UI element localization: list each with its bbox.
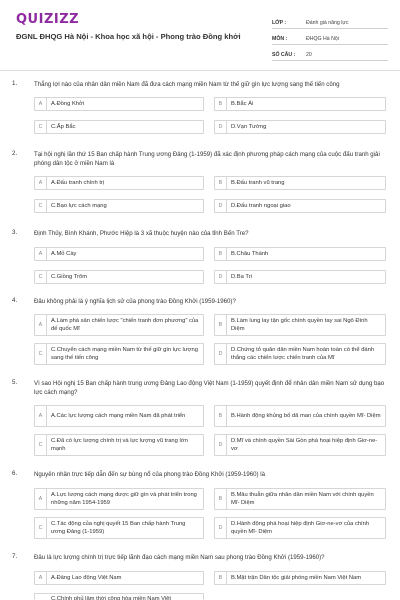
option-letter: C (35, 518, 47, 538)
option-d[interactable] (214, 199, 386, 213)
option-text: B.Làm lung lay tận gốc chính quyền tay sai Ngô Đình Diệm (231, 318, 368, 332)
question-text: Vì sao Hội nghị 15 Ban chấp hành trung ương Đảng Lao động Việt Nam (1-1959) quyết định để nhân dân miền Nam sử dụng bạo lực cách mạng? (34, 380, 385, 396)
option-letter: D (215, 271, 227, 283)
meta-row-subject (272, 29, 388, 45)
option-letter: D (215, 344, 227, 364)
option-c[interactable] (34, 199, 204, 213)
option-letter: A (35, 489, 47, 509)
meta-key: SỐ CÂU : (272, 52, 296, 58)
option-letter: A (35, 572, 47, 584)
option-text: A.Đồng Khởi (51, 101, 85, 107)
option-text: C.Đã có lực lượng chính trị và lực lượng vũ trang lớn mạnh (51, 438, 188, 452)
option-text: C.Chuyển cách mạng miền Nam từ thế giữ gìn lực lượng sang thế tiến công (51, 347, 198, 361)
meta-row-count (272, 45, 388, 61)
option-letter: C (35, 435, 47, 455)
question-number: 6. (12, 470, 18, 477)
question-text: Tại hội nghị lần thứ 15 Ban chấp hành Trung ương Đảng (1-1959) đã xác định phương pháp cách mạng của cuộc đấu tranh giải phóng dân tộc ở miền Nam là (34, 151, 380, 167)
option-letter: D (215, 435, 227, 455)
meta-row-class (272, 13, 388, 29)
option-letter: D (215, 200, 227, 212)
question-1 (0, 80, 400, 138)
meta-table (272, 13, 388, 61)
option-text: C.Ấp Bắc (51, 124, 76, 130)
option-text: D.Mĩ và chính quyền Sài Gòn phá hoại hiệp định Giơ-ne-vơ (231, 438, 378, 452)
meta-value: 20 (306, 52, 312, 58)
option-text: D.Ba Tri (231, 274, 252, 280)
page-title: ĐGNL ĐHQG Hà Nội - Khoa học xã hội - Phong trào Đồng khởi (16, 32, 241, 41)
option-b[interactable] (214, 571, 386, 585)
meta-key: MÔN : (272, 36, 288, 42)
option-a[interactable] (34, 247, 204, 261)
option-letter: A (35, 177, 47, 189)
option-letter: B (215, 489, 227, 509)
option-d[interactable] (214, 434, 386, 456)
option-text: B.Đấu tranh vũ trang (231, 180, 285, 186)
option-text: C.Giồng Trôm (51, 274, 88, 280)
question-number: 3. (12, 229, 18, 236)
question-4 (0, 297, 400, 369)
question-number: 7. (12, 553, 18, 560)
option-c[interactable] (34, 270, 204, 284)
option-b[interactable] (214, 247, 386, 261)
question-text: Nguyên nhân trực tiếp dẫn đến sự bùng nổ của phong trào Đồng Khởi (1959-1960) là (34, 471, 266, 478)
meta-value: Đánh giá năng lực (306, 20, 349, 26)
option-letter: C (35, 200, 47, 212)
option-text: D.Vạn Tường (231, 124, 267, 130)
question-text: Đâu là lực lượng chính trị trực tiếp lãnh đạo cách mạng miền Nam sau phong trào Đồng Khởi (1959-1960)? (34, 554, 325, 561)
option-text: C.Chính phủ lâm thời cộng hòa miền Nam Việt (51, 596, 172, 600)
option-letter: A (35, 315, 47, 335)
question-text: Định Thủy, Bình Khánh, Phước Hiệp là 3 xã thuộc huyện nào của tỉnh Bến Tre? (34, 230, 249, 237)
header-divider (0, 70, 400, 71)
option-b[interactable] (214, 405, 386, 427)
option-c[interactable] (34, 343, 204, 365)
option-letter: C (35, 271, 47, 283)
option-letter: A (35, 98, 47, 110)
option-letter: B (215, 572, 227, 584)
worksheet-header (0, 0, 400, 62)
option-c[interactable] (34, 517, 204, 539)
option-text: D.Chứng tỏ quân dân miền Nam hoàn toàn có thể đánh thắng các chiến lược chiến tranh của Mĩ (231, 347, 375, 361)
option-text: A.Làm phá sản chiến lược "chiến tranh đơn phương" của đế quốc Mĩ (51, 318, 199, 332)
option-d[interactable] (214, 120, 386, 134)
quizizz-logo: QUIZIZZ (16, 12, 80, 27)
question-5 (0, 379, 400, 459)
question-2 (0, 150, 400, 220)
option-c[interactable] (34, 593, 204, 600)
option-text: A.Mỏ Cày (51, 251, 77, 257)
question-number: 5. (12, 379, 18, 386)
option-text: A.Các lực lượng cách mạng miền Nam đã phát triển (51, 413, 186, 419)
question-text: Đâu không phải là ý nghĩa lịch sử của phong trào Đồng Khởi (1959-1960)? (34, 298, 236, 305)
option-text: B.Châu Thành (231, 251, 269, 257)
option-letter: B (215, 177, 227, 189)
option-b[interactable] (214, 97, 386, 111)
option-text: B.Hành động khủng bố dã man của chính quyền Mĩ- Diệm (231, 413, 381, 419)
meta-value: ĐHQG Hà Nội (306, 36, 339, 42)
option-text: C.Bạo lực cách mạng (51, 203, 107, 209)
option-b[interactable] (214, 488, 386, 510)
option-a[interactable] (34, 176, 204, 190)
option-letter: B (215, 406, 227, 426)
option-text: D.Hành động phá hoại hiệp định Giơ-ne-vơ của chính quyền Mĩ- Diệm (231, 521, 370, 535)
option-letter: C (35, 344, 47, 364)
question-3 (0, 229, 400, 287)
option-text: B.Mâu thuẫn giữa nhân dân miền Nam với chính quyền Mĩ- Diệm (231, 492, 374, 506)
option-a[interactable] (34, 571, 204, 585)
option-text: A.Lực lượng cách mạng được giữ gìn và phát triển trong những năm 1954-1959 (51, 492, 197, 506)
option-text: B.Mặt trận Dân tộc giải phóng miền Nam Việt Nam (231, 575, 362, 581)
option-a[interactable] (34, 405, 204, 427)
option-d[interactable] (214, 270, 386, 284)
question-7 (0, 553, 400, 600)
question-number: 1. (12, 80, 18, 87)
option-letter: B (215, 98, 227, 110)
option-text: C.Tác động của nghị quyết 15 Ban chấp hành Trung ương Đảng (1-1959) (51, 521, 186, 535)
question-text: Thắng lợi nào của nhân dân miền Nam đã đưa cách mạng miền Nam từ thế giữ gìn lực lượng sang thế tiến công (34, 81, 340, 88)
option-letter: B (215, 248, 227, 260)
option-a[interactable] (34, 97, 204, 111)
meta-key: LỚP : (272, 20, 287, 26)
option-letter: A (35, 406, 47, 426)
option-letter: A (35, 248, 47, 260)
option-c[interactable] (34, 434, 204, 456)
option-a[interactable] (34, 488, 204, 510)
option-d[interactable] (214, 343, 386, 365)
option-c[interactable] (34, 120, 204, 134)
option-a[interactable] (34, 314, 204, 336)
option-letter: D (215, 518, 227, 538)
question-number: 4. (12, 297, 18, 304)
question-number: 2. (12, 150, 18, 157)
option-b[interactable] (214, 176, 386, 190)
option-letter: C (35, 121, 47, 133)
option-d[interactable] (214, 517, 386, 539)
option-letter: B (215, 315, 227, 335)
option-text: B.Bắc Ái (231, 101, 254, 107)
question-6 (0, 470, 400, 544)
option-text: A.Đảng Lao động Việt Nam (51, 575, 122, 581)
option-letter: D (215, 121, 227, 133)
option-b[interactable] (214, 314, 386, 336)
option-text: D.Đấu tranh ngoại giao (231, 203, 291, 209)
option-text: A.Đấu tranh chính trị (51, 180, 105, 186)
